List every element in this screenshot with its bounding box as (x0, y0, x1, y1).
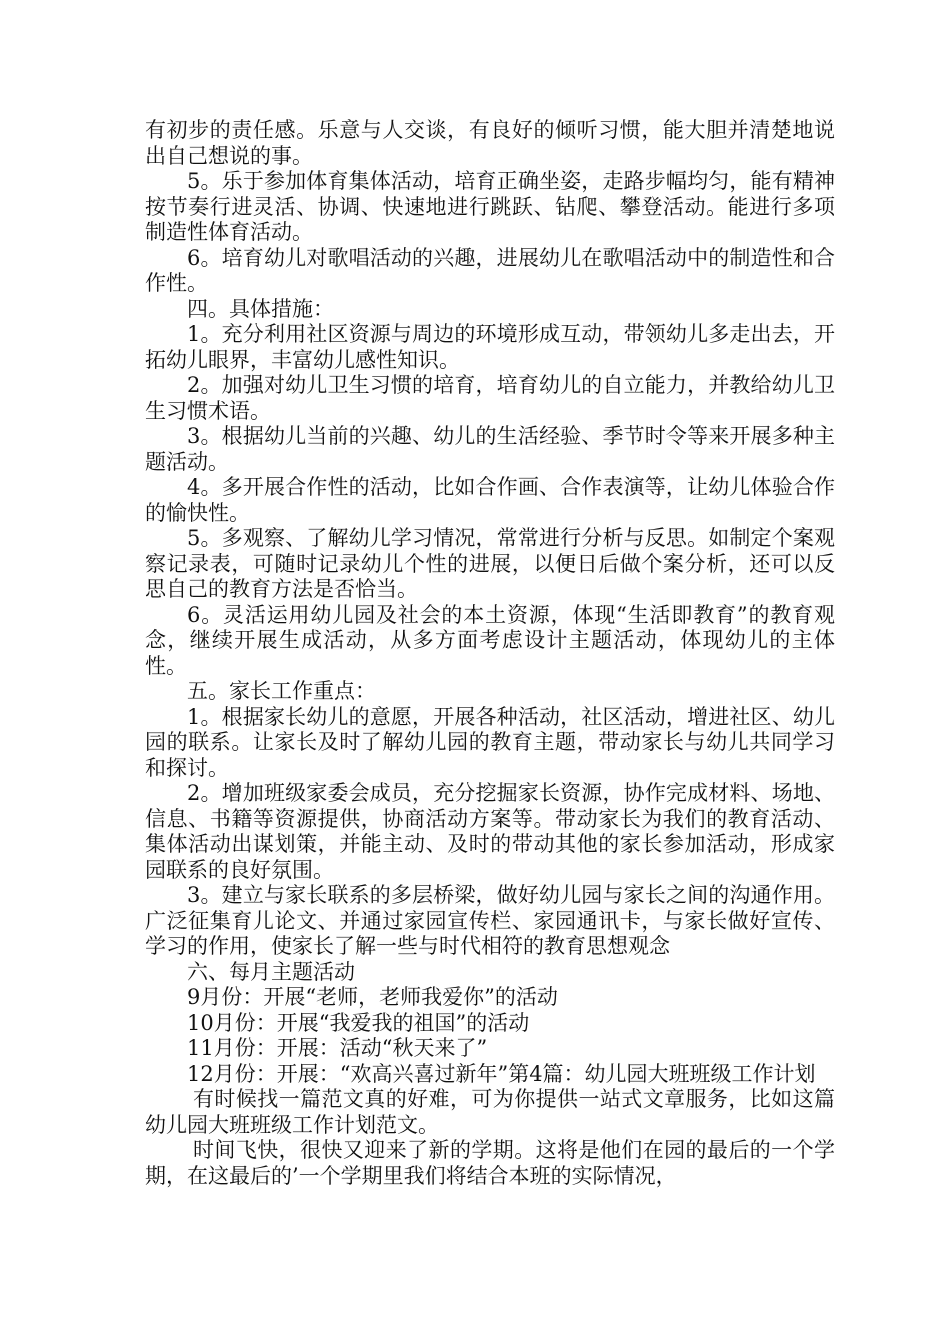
paragraph-measure-5: 5。多观察、了解幼儿学习情况，常常进行分析与反思。如制定个案观察记录表，可随时记录幼儿个性的进展，以便日后做个案分析，还可以反思自己的教育方法是否恰当。 (145, 526, 835, 601)
monthly-theme-november: 11月份：开展：活动“秋天来了” (187, 1036, 488, 1060)
paragraph-measure-2: 2。加强对幼儿卫生习惯的培育，培育幼儿的自立能力，并教给幼儿卫生习惯术语。 (145, 373, 835, 423)
section-heading-monthly-themes: 六、每月主题活动 (187, 959, 355, 984)
paragraph-goal-5: 5。乐于参加体育集体活动，培育正确坐姿，走路步幅均匀，能有精神按节奏行进灵活、协调、快速地进行跳跃、钻爬、攀登活动。能进行多项制造性体育活动。 (145, 169, 835, 244)
paragraph-measure-4: 4。多开展合作性的活动，比如合作画、合作表演等，让幼儿体验合作的愉快性。 (145, 475, 835, 525)
paragraph-measure-1: 1。充分利用社区资源与周边的环境形成互动，带领幼儿多走出去，开拓幼儿眼界，丰富幼儿感性知识。 (145, 322, 835, 372)
document-body (145, 118, 835, 1189)
paragraph-measure-3: 3。根据幼儿当前的兴趣、幼儿的生活经验、季节时令等来开展多种主题活动。 (145, 424, 835, 474)
paragraph-new-semester: 时间飞快，很快又迎来了新的学期。这将是他们在园的最后的一个学期，在这最后的’一个学期里我们将结合本班的实际情况， (145, 1138, 835, 1188)
paragraph-goal-6: 6。培育幼儿对歌唱活动的兴趣，进展幼儿在歌唱活动中的制造性和合作性。 (145, 245, 835, 295)
monthly-theme-september: 9月份：开展“老师，老师我爱你”的活动 (187, 985, 558, 1009)
section-heading-measures: 四。具体措施： (187, 296, 334, 321)
section-heading-parents: 五。家长工作重点： (187, 679, 376, 703)
paragraph-parents-3: 3。建立与家长联系的多层桥梁，做好幼儿园与家长之间的沟通作用。广泛征集育儿论文、并通过家园宣传栏、家园通讯卡，与家长做好宣传、学习的作用，使家长了解一些与时代相符的教育思想观念 (145, 883, 835, 958)
paragraph-parents-1: 1。根据家长幼儿的意愿，开展各种活动，社区活动，增进社区、幼儿园的联系。让家长及时了解幼儿园的教育主题，带动家长与幼儿共同学习和探讨。 (145, 704, 835, 780)
paragraph-article-intro: 有时候找一篇范文真的好难，可为你提供一站式文章服务，比如这篇幼儿园大班班级工作计划范文。 (145, 1087, 835, 1137)
monthly-theme-december: 12月份：开展：“欢高兴喜过新年”第4篇：幼儿园大班班级工作计划 (187, 1061, 816, 1086)
paragraph-responsibility: 有初步的责任感。乐意与人交谈，有良好的倾听习惯，能大胆并清楚地说出自己想说的事。 (145, 118, 835, 168)
monthly-theme-october: 10月份：开展“我爱我的祖国”的活动 (187, 1010, 530, 1035)
paragraph-measure-6: 6。灵活运用幼儿园及社会的本土资源，体现“生活即教育”的教育观念，继续开展生成活动，从多方面考虑设计主题活动，体现幼儿的主体性。 (145, 602, 835, 678)
paragraph-parents-2: 2。增加班级家委会成员，充分挖掘家长资源，协作完成材料、场地、信息、书籍等资源提供，协商活动方案等。带动家长为我们的教育活动、集体活动出谋划策，并能主动、及时的带动其他的家长参加活动，形成家园联系的良好氛围。 (145, 781, 835, 882)
